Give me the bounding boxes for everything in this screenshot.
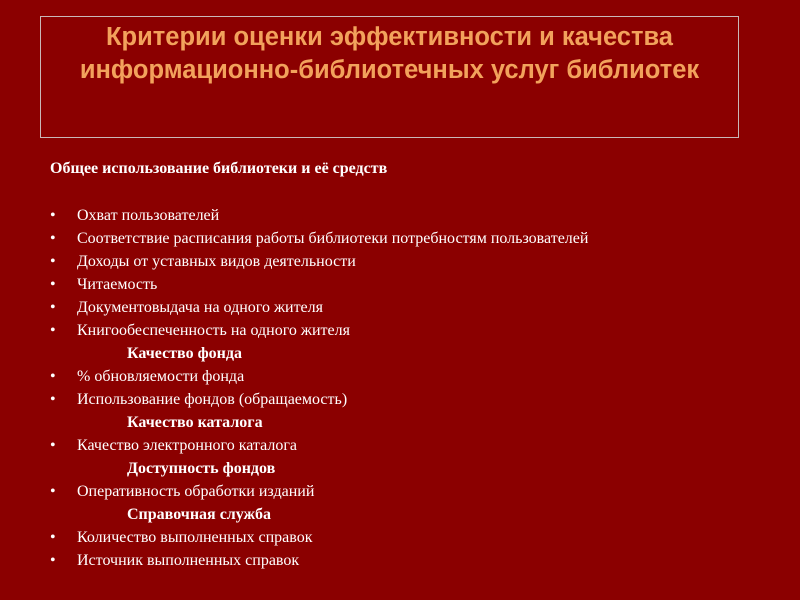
slide-title-line-2: информационно-библиотечных услуг библиотек bbox=[79, 56, 700, 84]
criteria-subheading: Доступность фондов bbox=[127, 460, 276, 477]
criteria-item: • Источник выполненных справок bbox=[50, 549, 770, 572]
criteria-item: • Использование фондов (обращаемость) bbox=[50, 388, 770, 411]
slide-title-line-1: Критерии оценки эффективности и качества bbox=[105, 23, 673, 51]
slide-body bbox=[50, 158, 770, 572]
criteria-subheading: Качество фонда bbox=[127, 345, 242, 362]
criteria-item: • % обновляемости фонда bbox=[50, 365, 770, 388]
criteria-item: • Качество электронного каталога bbox=[50, 434, 770, 457]
criteria-item: • Количество выполненных справок bbox=[50, 526, 770, 549]
criteria-item: • Доходы от уставных видов деятельности bbox=[50, 250, 770, 273]
criteria-item: • Книгообеспеченность на одного жителя bbox=[50, 319, 770, 342]
title-frame bbox=[40, 16, 739, 138]
criteria-item: • Соответствие расписания работы библиотеки потребностям пользователей bbox=[50, 227, 770, 250]
criteria-item: • Документовыдача на одного жителя bbox=[50, 296, 770, 319]
criteria-list bbox=[50, 204, 770, 572]
criteria-subheading: Справочная служба bbox=[127, 506, 271, 523]
criteria-item: • Читаемость bbox=[50, 273, 770, 296]
criteria-item: • Охват пользователей bbox=[50, 204, 770, 227]
section-heading: Общее использование библиотеки и её средств bbox=[50, 160, 388, 177]
criteria-item: • Оперативность обработки изданий bbox=[50, 480, 770, 503]
criteria-subheading: Качество каталога bbox=[127, 414, 263, 431]
slide-title bbox=[41, 17, 738, 87]
